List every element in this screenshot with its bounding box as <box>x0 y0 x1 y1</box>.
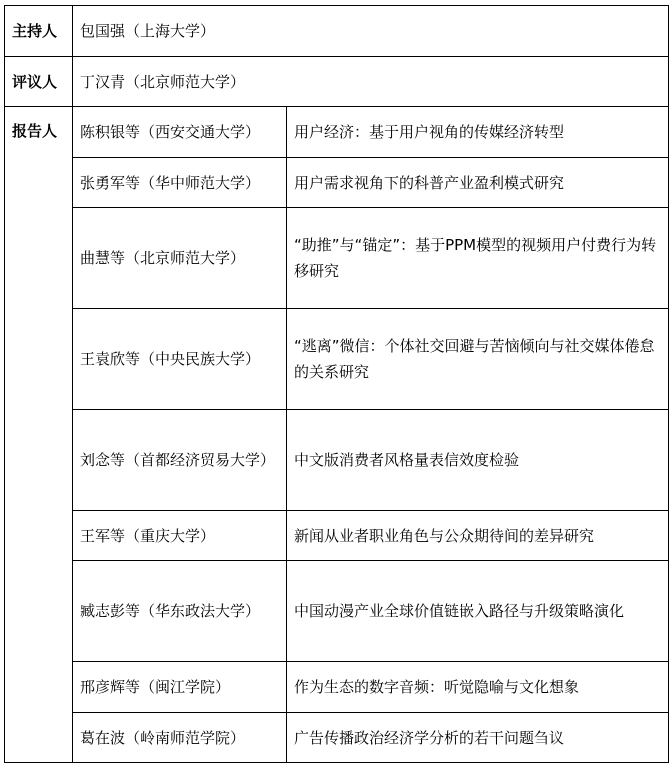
report-presenter: 张勇军等（华中师范大学） <box>73 158 287 208</box>
reviewer-role-label: 评议人 <box>5 57 73 107</box>
report-row <box>5 309 669 410</box>
report-title: 中国动漫产业全球价值链嵌入路径与升级策略演化 <box>287 561 669 662</box>
report-presenter: 曲慧等（北京师范大学） <box>73 208 287 309</box>
report-title: 用户经济：基于用户视角的传媒经济转型 <box>287 107 669 158</box>
report-presenter: 王袁欣等（中央民族大学） <box>73 309 287 410</box>
reviewer-name: 丁汉青（北京师范大学） <box>73 57 669 107</box>
report-row <box>5 662 669 713</box>
host-role-label: 主持人 <box>5 6 73 57</box>
report-row <box>5 208 669 309</box>
report-title: 中文版消费者风格量表信效度检验 <box>287 410 669 511</box>
host-row <box>5 6 669 57</box>
report-title: 广告传播政治经济学分析的若干问题刍议 <box>287 713 669 763</box>
session-table <box>4 5 669 763</box>
reporters-role-label: 报告人 <box>5 107 73 763</box>
reviewer-row <box>5 57 669 107</box>
report-title: “助推”与“锚定”：基于PPM模型的视频用户付费行为转移研究 <box>287 208 669 309</box>
report-row <box>5 713 669 763</box>
report-row <box>5 410 669 511</box>
report-presenter: 邢彦辉等（闽江学院） <box>73 662 287 713</box>
report-row <box>5 561 669 662</box>
report-presenter: 王军等（重庆大学） <box>73 511 287 561</box>
report-row <box>5 511 669 561</box>
report-title: 作为生态的数字音频：听觉隐喻与文化想象 <box>287 662 669 713</box>
report-title: 用户需求视角下的科普产业盈利模式研究 <box>287 158 669 208</box>
host-name: 包国强（上海大学） <box>73 6 669 57</box>
report-presenter: 刘念等（首都经济贸易大学） <box>73 410 287 511</box>
report-presenter: 葛在波（岭南师范学院） <box>73 713 287 763</box>
report-row <box>5 158 669 208</box>
report-title: 新闻从业者职业角色与公众期待间的差异研究 <box>287 511 669 561</box>
report-title: “逃离”微信：个体社交回避与苦恼倾向与社交媒体倦怠的关系研究 <box>287 309 669 410</box>
report-presenter: 陈积银等（西安交通大学） <box>73 107 287 158</box>
report-presenter: 臧志彭等（华东政法大学） <box>73 561 287 662</box>
report-row <box>5 107 669 158</box>
